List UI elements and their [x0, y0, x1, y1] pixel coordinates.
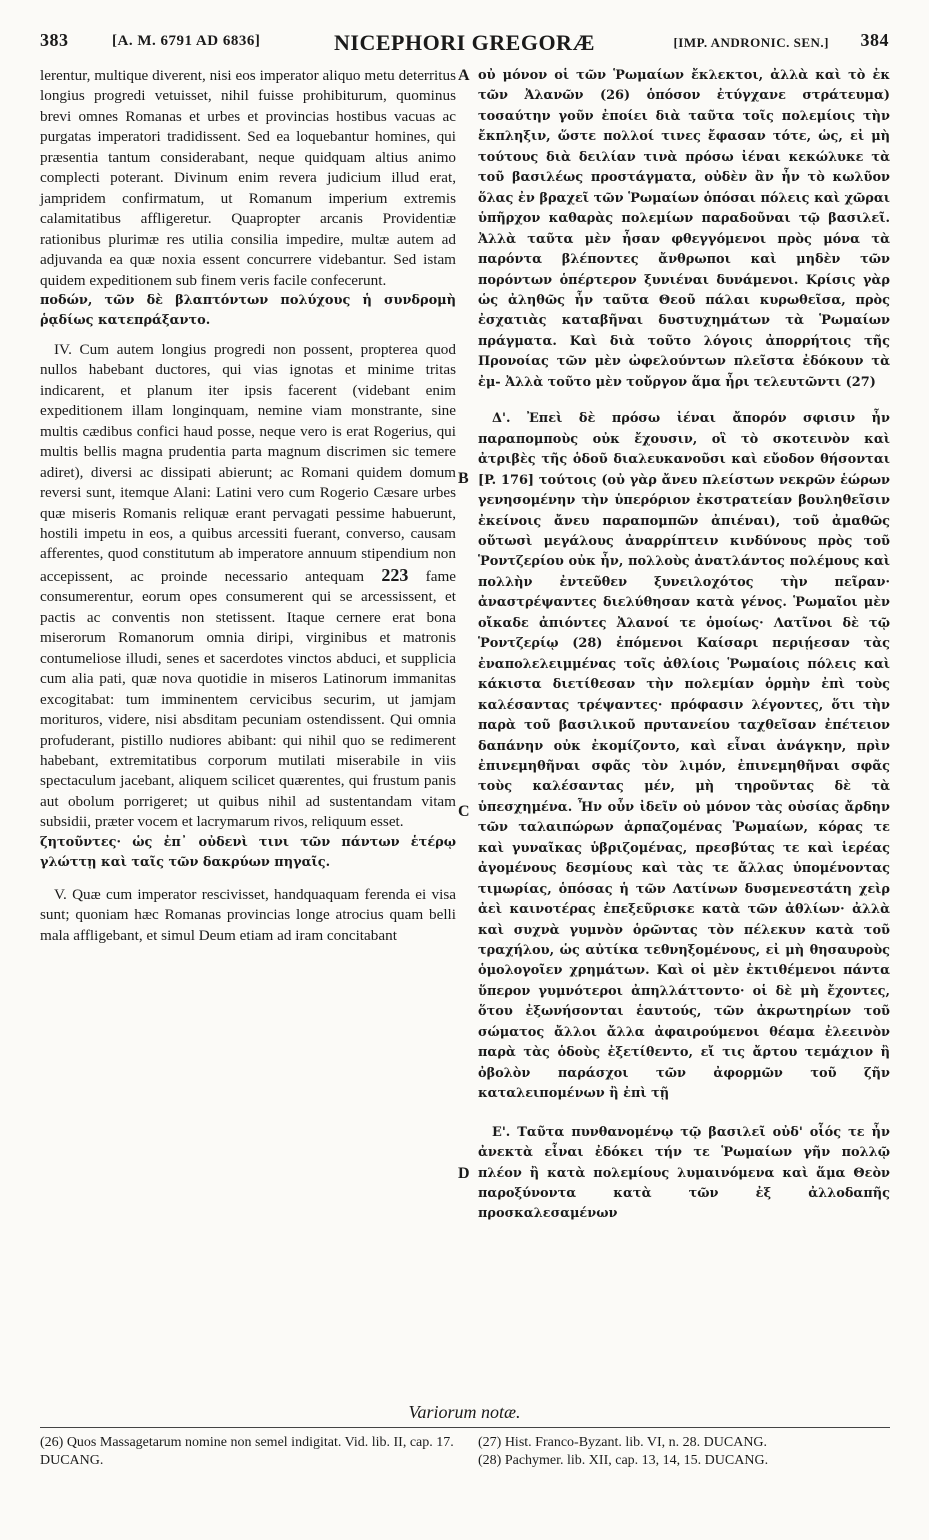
greek-paragraph-v: Ε'. Ταῦτα πυνθανομένῳ τῷ βασιλεῖ οὐδ' οἷός τε ἦν ἀνεκτὰ εἶναι ἐδόκει τήν τε Ῥωμαίων γῆν πολλῷ πλέον ἢ κατὰ πολεμίους λυμαινόμενα καὶ ἅμα Θεὸν παροξύνοντα κατὰ τῶν ἐξ ἀλλοδαπῆς προσκαλεσαμένων — [478, 1124, 890, 1222]
greek-paragraph-continuation: οὐ μόνον οἱ τῶν Ῥωμαίων ἔκλεκτοι, ἀλλὰ καὶ τὸ ἐκ τῶν Ἀλανῶν (26) ὁπόσον ἐτύγχανε στράτευμα) τοσαύτην γοῦν ἐποίει διὰ ταῦτα τοῖς πολεμίοις τὴν ἔκπληξιν, ὥστε πολλοί τινες ἔφασαν τότε, ὡς, εἰ μὴ τούτους διὰ δειλίαν τινὰ πρόσω ἰέναι κεκώλυκε τὰ τοῦ βασιλέως προστάγματα, οὐδὲν ἂν ἦν τὸ κωλῦον ὅλας ἐν βραχεῖ τῶν Ῥωμαίων ὁπόσαι πόλεις καὶ χῶραι ὑπῆρχον καθαρὰς πολεμίων παραδοῦναι τῷ βασιλεῖ. Ἀλλὰ ταῦτα μὲν ἦσαν φθεγγόμενοι πρὸς μόνα τὰ παρόντα βλέποντες ἄνθρωποι καὶ μηδὲν τῶν πορόντων ὁπέρτερον ξυνιέναι δυνάμενοι. Κρίσις γὰρ ὡς ἀληθῶς ἦν ταῦτα Θεοῦ πάλαι κυρωθεῖσα, πρὸς ἐσχατιὰς καταβῆναι δυστυχημάτων τὰ Ῥωμαίων πράγματα. Καὶ διὰ τοῦτο λόγοις ἀπορρήτοις τῆς Προνοίας τῶν μὲν ὠφελούντων πλεῖστα ἐδόκουν τὰ ἐμ- Ἀλλὰ τοῦτο μὲν τοὔργον ἅμα ἦρι τελευτῶντι (27) — [478, 68, 890, 390]
inline-page-number: 223 — [381, 564, 409, 585]
greek-column — [478, 66, 890, 1225]
running-header — [40, 30, 889, 60]
section-marker-c: C — [458, 803, 470, 820]
running-title: NICEPHORI GREGORÆ — [334, 30, 595, 55]
notes-right-column — [478, 1434, 890, 1470]
footnote-27: (27) Hist. Franco-Byzant. lib. VI, n. 28. DUCANG. — [478, 1435, 768, 1450]
greek-overflow-line: ποδών, τῶν δὲ βλαπτόντων πολύχους ἡ συνδρομὴ ῥᾳδίως κατεπράξαντο. — [40, 292, 456, 329]
section-marker-a: A — [458, 67, 470, 84]
year-range: [A. M. 6791 AD 6836] — [112, 33, 261, 49]
emperor-reference: [IMP. ANDRONIC. SEN.] — [673, 35, 829, 50]
latin-paragraph-iv-part2: fame consumerentur, eorum opes consumerent qui se arcessissent, et pactis ac conventis non stetissent. Itaque cernere erat bona miserorum Romanorum omnia diripi, virginibus et matronis contumeliose illudi, senes et sacerdotes vinctos abduci, et supplicia cum alia pati, quæ nova quotidie in miseros Latinorum immanitas excogitabat: tum imminentem cervicibus securim, ut jamjam morituros, videre, nisi absditam pecuniam ostendissent. Qui omnia profuderant, pistillo nudiores abibant: qui nihil quo se redimerent habebant, extremitatibus corporum mutilati miserabile in viis spectaculum jacebant, aliquem scilicet quærentes, qui frustum panis aut obolum porrigeret; ut quibus nihil ad sustentandam vitam subsidii, præter vocem et lacrymarum rivos, reliquum esset. — [40, 567, 457, 831]
greek-overflow-line-2: ζητοῦντες· ὡς ἐπ᾽ οὐδενὶ τινι τῶν πάντων ἑτέρῳ γλώττῃ καὶ ταῖς τῶν δακρύων πηγαῖς. — [40, 834, 456, 871]
footnote-26: (26) Quos Massagetarum nomine non semel indigitat. Vid. lib. II, cap. 17. DUCANG. — [40, 1435, 454, 1468]
footnote-28: (28) Pachymer. lib. XII, cap. 13, 14, 15. DUCANG. — [478, 1453, 769, 1468]
latin-paragraph-iv-part1: IV. Cum autem longius progredi non possent, propterea quod nullos habebant ductores, qui vias ignotas et minime tritas indicarent, et planum iter ipsis facerent (videbant enim expeditionem illam longinquam, nemine viam monstrante, sine multis cædibus confici haud posse, neque vero is erat Rogerius, qui multis bellis magna prudentia parta magnum discrimen sic temere adiret), diversi ac dissipati abierunt; ac Romani quidem domum reversi sunt, itemque Alani: Latini vero cum Rogerio Cæsare urbes quæ miseris Romanis reliquæ erant pervagati pessime habuerunt, hostili impetu in eos, a quibus arcessiti fuerant, converso, causam afferentes, quod constitutum ab imperatore annuum stipendium non accepissent, ac proinde necessario antequam — [40, 340, 456, 585]
latin-paragraph-v: V. Quæ cum imperator rescivisset, handquaquam ferenda ei visa sunt; quoniam hæc Romanas provincias longe atrocius quam belli mala affligebant, et simul Deum etiam ad iram concitabant — [40, 885, 456, 944]
section-marker-b: B — [458, 470, 469, 487]
latin-paragraph-continuation: lerentur, multique diverent, nisi eos imperator aliquo metu deterritus longius progredi vetuisset, nihil fuisse prohibiturum, quominus brevi omnes Romanas et urbes et provincias hostibus vacuas ac purgatas imperatori tradidissent. Sed ea loquebantur homines, qui præsentia tantum considerabant, neque quidquam altius animo complecti poterant. Divinum enim revera judicium illud erat, jampridem confirmatum, ut Romanum imperium extremis calamitatibus affligeretur. Quapropter arcanis Providentiæ rationibus plurimæ res utilia consilia impedire, multæ autem ad adjuvanda ea quæ noxia essent concurrere videbantur. Sed istam quidem expeditionem sub finem veris facile confecerunt. — [40, 67, 456, 289]
notes-heading: Variorum notæ. — [408, 1402, 521, 1422]
left-page-number: 383 — [40, 30, 69, 50]
right-page-number: 384 — [860, 30, 889, 50]
section-marker-d: D — [458, 1165, 470, 1182]
latin-column — [40, 66, 456, 946]
latin-paragraph-iv — [40, 340, 456, 833]
notes-divider — [40, 1427, 890, 1428]
greek-paragraph-iv: Δ'. Ἐπεὶ δὲ πρόσω ἰέναι ἄπορόν σφισιν ἦν παραπομποὺς οὐκ ἔχουσιν, οἳ τὸ σκοτεινὸν καὶ ἀτριβὲς τῆς ὁδοῦ διαλευκανοῦσι καὶ εὔοδον θήσονται [P. 176] τούτοις (οὐ γὰρ ἄνευ πλείστων νεκρῶν ἑώρων γενησομένην τὴν ὑπερόριον ἐκστρατείαν βουληθεῖσιν ἐκείνοις ἄνευ παραπομπῶν ἀπιέναι), τοῦ ἀμαθῶς οὕτωσὶ μεγάλους ἀναρρίπτειν κινδύνους πρὸς τοῦ Ῥοντζερίου οὐκ ἦν, πολλοὺς ἀνατλάντος πολέμους καὶ πολλὴν ἐντεῦθεν ξυνειλοχότος τὴν πεῖραν· ἀναστρέψαντες διελύθησαν κατὰ γένος. Ῥωμαῖοι μὲν οἴκαδε ἀπιόντες Ἀλανοί τε ὁμοίως· Λατῖνοι δὲ τῷ Ῥοντζερίῳ (28) ἑπόμενοι Καίσαρι περιῄεσαν τὰς ἐναπολελειμμένας τοῖς ἀθλίοις Ῥωμαίοις πόλεις καὶ κάκιστα διετίθεσαν τὴν πολεμίαν ὁρμὴν ἐπὶ τοὺς καλέσαντας τρέψαντες· πρόφασιν λέγοντες, ὅτι τὴν παρὰ τοῦ βασιλικοῦ πρυτανείου ταχθεῖσαν ἐπέτειον δαπάνην οὐκ ἐκομίζοντο, καὶ εἶναι ἀνάγκην, πρὶν ἐπινεμηθῆναι σφᾶς τὸν λιμόν, ἐπινεμηθῆναι σφᾶς τοὺς καλέσαντας μέν, μὴ τηροῦντας δὲ τὰ ὑπεσχημένα. Ἦν οὖν ἰδεῖν οὐ μόνον τὰς οὐσίας ἄρδην τῶν ταλαιπώρων ἁρπαζομένας Ῥωμαίων, κόρας τε καὶ γυναῖκας ὑβριζομένας, πρεσβύτας τε καὶ ἱερέας ἀγομένους δεσμίους καὶ τὰς τε ἄλλας ὑπομένοντας τιμωρίας, ὁπόσας ἡ τῶν Λατίνων δυσμενεστάτη χεὶρ ἀεὶ καινοτέρας ἐπεξεῦρισκε κατὰ τῶν ἀθλίων· ἀλλὰ καὶ συχνὰ γυμνὸν ὁρῶντας τὸν πέλεκυν κατὰ τοῦ τραχήλου, ὡς αὐτίκα τεθνηξομένους, εἰ μὴ θησαυροὺς ὁμολογοῖεν χρημάτων. Καὶ οἱ μὲν ἐκτιθέμενοι πάντα ὕπερον γυμνότεροι ἀπηλλάττοντο· οἱ δὲ μὴ ἔχοντες, ὅτου ἐξωνήσονται ἑαυτούς, τῶν ἀκρωτηρίων τοῦ σώματος ἄλλοι ἄλλα ἀφαιρούμενοι θέαμα ἐλεεινὸν παρὰ τὰς ὁδοὺς ἐξετίθεντο, εἴ τις ἄρτου τεμάχιον ἢ ὀβολὸν παράσχοι τῶν ἀφορμῶν τοῦ ζῆν καταλειπομένων ἢ ἐπὶ τῇ — [478, 411, 890, 1102]
notes-left-column — [40, 1434, 456, 1470]
